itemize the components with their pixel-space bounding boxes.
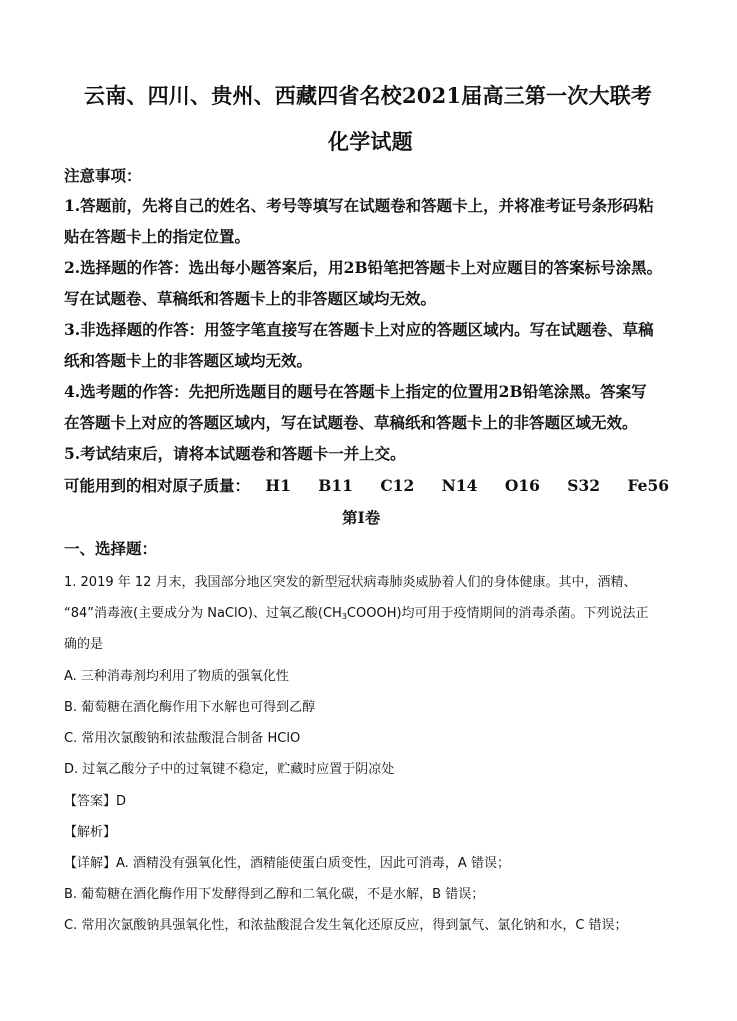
- notice-line: 纸和答题卡上的非答题区域均无效。: [64, 351, 313, 370]
- atomic-mass-item: S32: [567, 476, 601, 495]
- option-a: A. 三种消毒剂均利用了物质的强氧化性: [64, 669, 289, 684]
- question-text: 1. 2019 年 12 月末，我国部分地区突发的新型冠状病毒肺炎威胁着人们的身体健康。其中，酒精、: [64, 575, 637, 590]
- option-d: D. 过氧乙酸分子中的过氧键不稳定，贮藏时应置于阴凉处: [64, 762, 395, 777]
- section-heading: 一、选择题：: [64, 539, 158, 558]
- analysis-label: 【解析】: [64, 825, 117, 840]
- notice-line: 写在试题卷、草稿纸和答题卡上的非答题区域均无效。: [64, 289, 437, 308]
- atomic-mass-item: H1: [265, 476, 291, 495]
- exam-subtitle: 化学试题: [328, 129, 413, 154]
- notice-line: 3.非选择题的作答：用签字笔直接写在答题卡上对应的答题区域内。写在试题卷、草稿: [64, 320, 654, 339]
- analysis-line: C. 常用次氯酸钠具强氧化性，和浓盐酸混合发生氧化还原反应，得到氯气、氯化钠和水，C 错误；: [64, 918, 628, 933]
- notice-heading: 注意事项：: [64, 166, 142, 185]
- exam-title: 云南、四川、贵州、西藏四省名校2021届高三第一次大联考: [84, 83, 653, 108]
- notice-line: 贴在答题卡上的指定位置。: [64, 227, 251, 246]
- question-text: “84”消毒液(主要成分为 NaClO)、过氧乙酸$(CH_3COOOH)$均可用于疫情期间的消毒杀菌。下列说法正: [64, 606, 649, 621]
- atomic-mass-item: Fe56: [627, 476, 670, 495]
- atomic-mass-item: B11: [318, 476, 353, 495]
- atomic-mass-label: 可能用到的相对原子质量：: [64, 476, 251, 495]
- analysis-line: B. 葡萄糖在酒化酶作用下发酵得到乙醇和二氧化碳，不是水解，B 错误；: [64, 887, 485, 902]
- answer-label: 【答案】D: [64, 794, 127, 809]
- option-c: C. 常用次氯酸钠和浓盐酸混合制备 HClO: [64, 731, 301, 746]
- notice-line: 1.答题前，先将自己的姓名、考号等填写在试题卷和答题卡上，并将准考证号条形码粘: [64, 196, 654, 215]
- question-text: 确的是: [64, 637, 104, 652]
- atomic-mass-item: O16: [504, 476, 540, 495]
- volume-heading: 第I卷: [342, 508, 381, 527]
- notice-line: 2.选择题的作答：选出每小题答案后，用2B铅笔把答题卡上对应题目的答案标号涂黑。: [64, 258, 663, 277]
- notice-line: 在答题卡上对应的答题区域内，写在试题卷、草稿纸和答题卡上的非答题区域无效。: [64, 413, 638, 432]
- analysis-line: 【详解】A. 酒精没有强氧化性，酒精能使蛋白质变性，因此可消毒，A 错误；: [64, 856, 510, 871]
- atomic-mass-row: [64, 474, 669, 496]
- atomic-mass-item: N14: [441, 476, 478, 495]
- notice-line: 4.选考题的作答：先把所选题目的题号在答题卡上指定的位置用2B铅笔涂黑。答案写: [64, 382, 647, 401]
- option-b: B. 葡萄糖在酒化酶作用下水解也可得到乙醇: [64, 700, 316, 715]
- atomic-mass-item: C12: [380, 476, 415, 495]
- notice-line: 5.考试结束后，请将本试题卷和答题卡一并上交。: [64, 444, 406, 463]
